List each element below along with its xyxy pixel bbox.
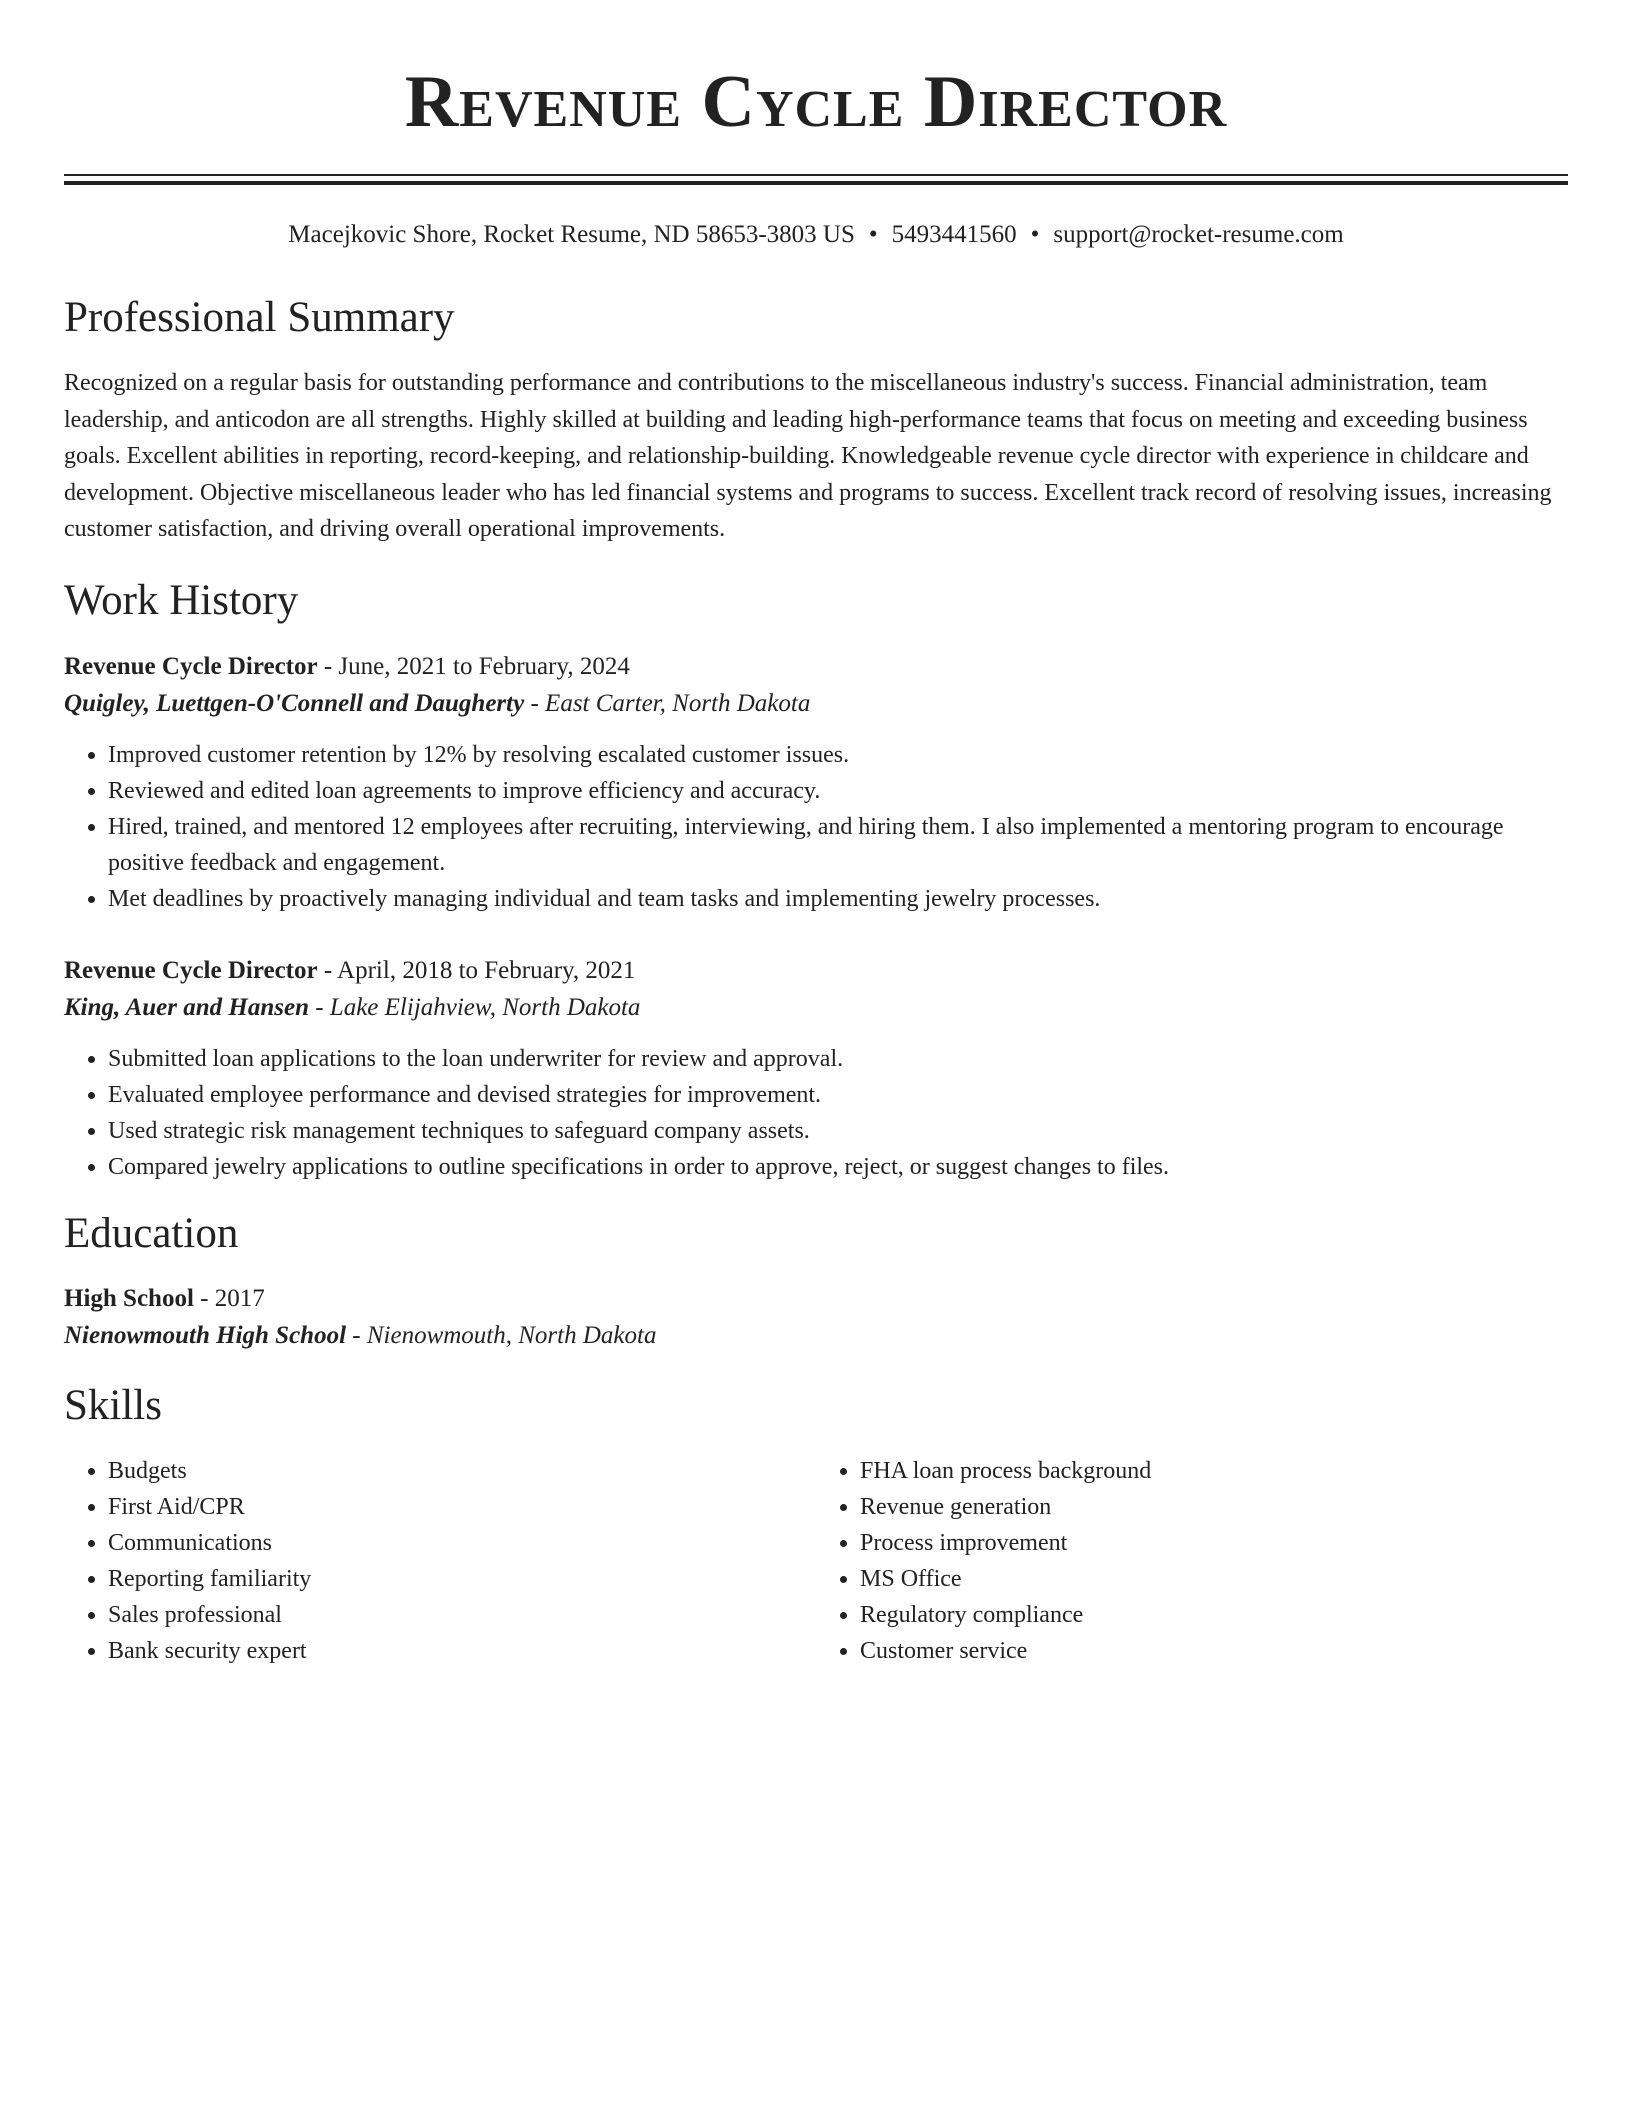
header-divider-thick <box>64 181 1568 185</box>
skill-item: • First Aid/CPR <box>108 1489 816 1525</box>
job-location: - East Carter, North Dakota <box>524 689 811 717</box>
contact-email: support@rocket-resume.com <box>1053 221 1344 248</box>
work-history-heading: Work History <box>64 576 299 624</box>
summary-text: Recognized on a regular basis for outstanding performance and contributions to the miscellaneous industry's success. Financial administration, team leadership, and anticodon are all strengths. Highly skilled at building and leading high-performance teams that focus on meeting and exceeding business goals. Excellent abilities in reporting, record-keeping, and relationship-building. Knowledgeable revenue cycle director with experience in childcare and development. Objective miscellaneous leader who has led financial systems and programs to success. Excellent track record of resolving issues, increasing customer satisfaction, and driving overall operational improvements. <box>64 370 1552 542</box>
job-bullet: • Compared jewelry applications to outline specifications in order to approve, reject, or suggest changes to files. <box>108 1149 1568 1185</box>
job-bullet: • Met deadlines by proactively managing individual and team tasks and implementing jewelry processes. <box>108 881 1568 917</box>
education-year: - 2017 <box>193 1284 265 1312</box>
job-entry <box>64 649 1568 917</box>
skill-item: • FHA loan process background <box>860 1453 1568 1489</box>
job-header <box>64 953 1568 989</box>
education-entry <box>64 1281 1568 1355</box>
education-location: - Nienowmouth, North Dakota <box>346 1321 657 1349</box>
header-divider-thin <box>64 174 1568 176</box>
resume-name: Revenue Cycle Director <box>404 61 1228 143</box>
skills-grid <box>64 1453 1568 1669</box>
contact-phone: 5493441560 <box>891 221 1017 248</box>
job-dates: - April, 2018 to February, 2021 <box>317 956 636 984</box>
job-employer-line <box>64 989 1568 1027</box>
job-role: Revenue Cycle Director <box>64 956 318 984</box>
contact-line <box>64 219 1568 251</box>
job-bullet: • Improved customer retention by 12% by resolving escalated customer issues. <box>108 737 1568 773</box>
skills-column-right <box>816 1453 1568 1669</box>
education-school: Nienowmouth High School <box>64 1321 347 1349</box>
skills-list <box>816 1453 1568 1669</box>
skill-item: • Process improvement <box>860 1525 1568 1561</box>
skill-item: • Communications <box>108 1525 816 1561</box>
education-heading: Education <box>64 1209 239 1257</box>
job-location: - Lake Elijahview, North Dakota <box>308 993 641 1021</box>
job-bullet: • Used strategic risk management techniques to safeguard company assets. <box>108 1113 1568 1149</box>
skill-item: • Budgets <box>108 1453 816 1489</box>
skills-column-left <box>64 1453 816 1669</box>
contact-address: Macejkovic Shore, Rocket Resume, ND 58653-3803 US <box>288 221 855 248</box>
job-bullets <box>64 1041 1568 1185</box>
job-employer: King, Auer and Hansen <box>64 993 309 1021</box>
summary-heading: Professional Summary <box>64 294 455 341</box>
education-school-line <box>64 1317 1568 1355</box>
skill-item: • Reporting familiarity <box>108 1561 816 1597</box>
education-degree: High School <box>64 1284 194 1312</box>
contact-separator: • <box>1030 221 1040 248</box>
job-role: Revenue Cycle Director <box>64 652 318 680</box>
job-bullet: • Evaluated employee performance and devised strategies for improvement. <box>108 1077 1568 1113</box>
skill-item: • Regulatory compliance <box>860 1597 1568 1633</box>
job-bullets <box>64 737 1568 917</box>
education-degree-line <box>64 1281 1568 1317</box>
job-bullet: • Submitted loan applications to the loan underwriter for review and approval. <box>108 1041 1568 1077</box>
job-bullet: • Hired, trained, and mentored 12 employees after recruiting, interviewing, and hiring them. I also implemented a mentoring program to encourage positive feedback and engagement. <box>108 809 1568 881</box>
job-dates: - June, 2021 to February, 2024 <box>317 652 630 680</box>
job-header <box>64 649 1568 685</box>
skills-list <box>64 1453 816 1669</box>
skill-item: • Customer service <box>860 1633 1568 1669</box>
job-employer: Quigley, Luettgen-O'Connell and Daugherty <box>64 689 525 717</box>
skill-item: • Sales professional <box>108 1597 816 1633</box>
job-employer-line <box>64 685 1568 723</box>
skills-heading: Skills <box>64 1381 162 1429</box>
job-bullet: • Reviewed and edited loan agreements to improve efficiency and accuracy. <box>108 773 1568 809</box>
skill-item: • Bank security expert <box>108 1633 816 1669</box>
skill-item: • Revenue generation <box>860 1489 1568 1525</box>
contact-separator: • <box>868 221 878 248</box>
job-entry <box>64 953 1568 1185</box>
skill-item: • MS Office <box>860 1561 1568 1597</box>
